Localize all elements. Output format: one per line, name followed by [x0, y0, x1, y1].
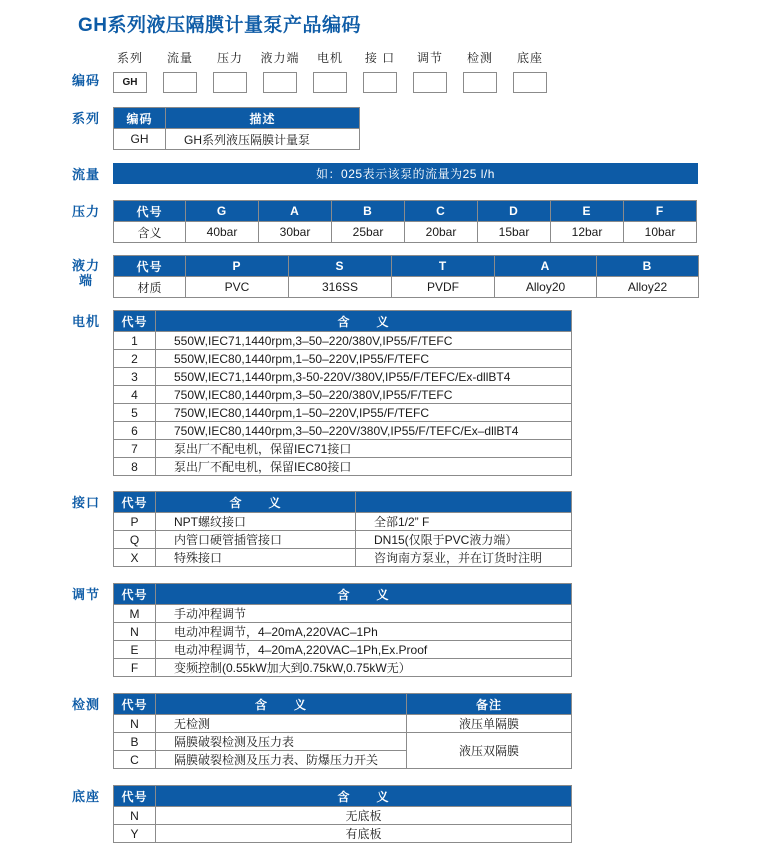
table-header-row: [114, 584, 572, 605]
cell: 1: [114, 332, 156, 350]
table-row: [114, 277, 699, 298]
section-side-label: 电机: [71, 314, 100, 329]
cell: C: [114, 751, 156, 769]
section-side-label: 压力: [71, 204, 100, 219]
cell: 变频控制(0.55kW加大到0.75kW,0.75kW无）: [156, 659, 572, 677]
code-field-label: 系列: [116, 51, 143, 65]
side-col: [0, 163, 113, 184]
cell: 有底板: [156, 825, 572, 843]
code-field-label: 调节: [416, 51, 443, 65]
cell: 隔膜破裂检测及压力表、防爆压力开关: [156, 751, 407, 769]
page: [0, 10, 780, 843]
cell: 550W,IEC71,1440rpm,3–50–220/380V,IP55/F/TEFC: [156, 332, 572, 350]
motor-table: [113, 310, 572, 476]
header-cell: 代号: [114, 201, 186, 222]
header-cell: 代号: [114, 584, 156, 605]
code-field-0: [113, 49, 147, 93]
cell: 材质: [114, 277, 186, 298]
header-cell: 代号: [114, 311, 156, 332]
table-row: [114, 623, 572, 641]
table-row: [114, 733, 572, 751]
header-cell: 含 义: [156, 786, 572, 807]
cell: 316SS: [289, 277, 392, 298]
table-row: [114, 350, 572, 368]
code-field-label: 接 口: [364, 51, 396, 65]
code-field-label: 液力端: [260, 51, 300, 65]
section-pressure: [0, 200, 780, 243]
detection-table: [113, 693, 572, 769]
cell: NPT螺纹接口: [156, 513, 356, 531]
cell: 6: [114, 422, 156, 440]
cell: Alloy20: [495, 277, 597, 298]
code-field-label: 电机: [316, 51, 343, 65]
table-row: [114, 222, 697, 243]
table-header-row: [114, 786, 572, 807]
table-row: [114, 605, 572, 623]
table-header-row: [114, 492, 572, 513]
cell: 手动冲程调节: [156, 605, 572, 623]
code-field-label: 流量: [166, 51, 193, 65]
cell: 咨询南方泵业，并在订货时注明: [356, 549, 572, 567]
section-side-label: 接口: [71, 495, 100, 510]
code-field-6: [413, 49, 447, 93]
header-cell: C: [405, 201, 478, 222]
cell: 750W,IEC80,1440rpm,3–50–220/380V,IP55/F/TEFC: [156, 386, 572, 404]
table-row: [114, 513, 572, 531]
cell: N: [114, 807, 156, 825]
cell: 8: [114, 458, 156, 476]
header-cell: 编码: [114, 108, 166, 129]
cell: N: [114, 623, 156, 641]
cell: 隔膜破裂检测及压力表: [156, 733, 407, 751]
table-row: [114, 129, 360, 150]
table-row: [114, 458, 572, 476]
header-cell: 备注: [407, 694, 572, 715]
code-box: GH: [113, 72, 147, 93]
table-row: [114, 386, 572, 404]
section-liquid_end: [0, 255, 780, 298]
cell: 40bar: [186, 222, 259, 243]
section-side-label: 底座: [71, 789, 100, 804]
side-col: [0, 310, 113, 331]
header-cell: [356, 492, 572, 513]
side-col: [0, 255, 113, 290]
table-row: [114, 332, 572, 350]
cell: 25bar: [332, 222, 405, 243]
section-adjustment: [0, 583, 780, 677]
cell: 特殊接口: [156, 549, 356, 567]
sections-container: [0, 107, 780, 843]
cell: 750W,IEC80,1440rpm,1–50–220V,IP55/F/TEFC: [156, 404, 572, 422]
cell: M: [114, 605, 156, 623]
header-cell: 代号: [114, 786, 156, 807]
cell: GH: [114, 129, 166, 150]
cell: PVC: [186, 277, 289, 298]
header-cell: T: [392, 256, 495, 277]
side-col: [0, 491, 113, 512]
cell: 无底板: [156, 807, 572, 825]
header-cell: 代号: [114, 694, 156, 715]
series-table: [113, 107, 360, 150]
section-side-label: 流量: [71, 167, 100, 182]
cell: 液压双隔膜: [407, 733, 572, 769]
table-row: [114, 659, 572, 677]
cell: 15bar: [478, 222, 551, 243]
side-col: [0, 785, 113, 806]
cell: 4: [114, 386, 156, 404]
table-row: [114, 440, 572, 458]
base-table: [113, 785, 572, 843]
header-cell: 描述: [166, 108, 360, 129]
table-row: [114, 641, 572, 659]
code-box: [463, 72, 497, 93]
liquid_end-table: [113, 255, 699, 298]
pressure-table: [113, 200, 697, 243]
cell: F: [114, 659, 156, 677]
cell: GH系列液压隔膜计量泵: [166, 129, 360, 150]
cell: 750W,IEC80,1440rpm,3–50–220V/380V,IP55/F/TEFC/Ex–dllBT4: [156, 422, 572, 440]
code-field-4: [313, 49, 347, 93]
table-row: [114, 368, 572, 386]
cell: 全部1/2” F: [356, 513, 572, 531]
table-header-row: [114, 256, 699, 277]
table-row: [114, 531, 572, 549]
cell: Q: [114, 531, 156, 549]
header-cell: B: [597, 256, 699, 277]
cell: 550W,IEC80,1440rpm,1–50–220V,IP55/F/TEFC: [156, 350, 572, 368]
table-row: [114, 549, 572, 567]
cell: 7: [114, 440, 156, 458]
section-series: [0, 107, 780, 150]
cell: 无检测: [156, 715, 407, 733]
code-field-2: [213, 49, 247, 93]
table-row: [114, 715, 572, 733]
flow-banner: 如：025表示该泵的流量为25 l/h: [113, 163, 698, 184]
header-cell: E: [551, 201, 624, 222]
section-motor: [0, 310, 780, 476]
cell: N: [114, 715, 156, 733]
cell: 5: [114, 404, 156, 422]
table-row: [114, 807, 572, 825]
side-col: [0, 693, 113, 714]
header-cell: 含 义: [156, 492, 356, 513]
code-box: [513, 72, 547, 93]
code-field-1: [163, 49, 197, 93]
cell: E: [114, 641, 156, 659]
cell: DN15(仅限于PVC液力端）: [356, 531, 572, 549]
code-box: [313, 72, 347, 93]
cell: 20bar: [405, 222, 478, 243]
cell: Alloy22: [597, 277, 699, 298]
header-cell: B: [332, 201, 405, 222]
side-col: [0, 200, 113, 221]
cell: 30bar: [259, 222, 332, 243]
header-cell: 含 义: [156, 694, 407, 715]
cell: 2: [114, 350, 156, 368]
section-side-label: 调节: [71, 587, 100, 602]
cell: 550W,IEC71,1440rpm,3-50-220V/380V,IP55/F/TEFC/Ex-dllBT4: [156, 368, 572, 386]
code-field-label: 底座: [516, 51, 543, 65]
cell: 液压单隔膜: [407, 715, 572, 733]
cell: 泵出厂不配电机，保留IEC80接口: [156, 458, 572, 476]
section-base: [0, 785, 780, 843]
code-box: [213, 72, 247, 93]
code-field-5: [363, 49, 397, 93]
table-header-row: [114, 108, 360, 129]
cell: P: [114, 513, 156, 531]
code-box: [163, 72, 197, 93]
header-cell: 代号: [114, 492, 156, 513]
side-col: [0, 583, 113, 604]
cell: X: [114, 549, 156, 567]
cell: 3: [114, 368, 156, 386]
coding-row: [0, 49, 780, 93]
code-field-label: 检测: [466, 51, 493, 65]
side-col: [0, 107, 113, 128]
code-fields: [113, 49, 563, 93]
header-cell: A: [495, 256, 597, 277]
section-side-label: 检测: [71, 697, 100, 712]
header-cell: F: [624, 201, 697, 222]
section-side-label: 液力端: [71, 258, 100, 288]
code-field-label: 压力: [216, 51, 243, 65]
code-box: [263, 72, 297, 93]
cell: 含义: [114, 222, 186, 243]
table-header-row: [114, 311, 572, 332]
code-field-7: [463, 49, 497, 93]
header-cell: D: [478, 201, 551, 222]
section-detection: [0, 693, 780, 769]
cell: 12bar: [551, 222, 624, 243]
page-title: GH系列液压隔膜计量泵产品编码: [78, 15, 362, 36]
code-field-3: [260, 49, 300, 93]
interface-table: [113, 491, 572, 567]
cell: 电动冲程调节，4–20mA,220VAC–1Ph: [156, 623, 572, 641]
cell: 内管口硬管插管接口: [156, 531, 356, 549]
header-cell: A: [259, 201, 332, 222]
table-row: [114, 825, 572, 843]
table-row: [114, 404, 572, 422]
cell: 10bar: [624, 222, 697, 243]
table-header-row: [114, 201, 697, 222]
header-cell: 代号: [114, 256, 186, 277]
coding-side-label: 编码: [71, 73, 100, 88]
table-header-row: [114, 694, 572, 715]
header-cell: S: [289, 256, 392, 277]
table-row: [114, 422, 572, 440]
header-cell: 含 义: [156, 584, 572, 605]
cell: B: [114, 733, 156, 751]
header-cell: 含 义: [156, 311, 572, 332]
header-cell: P: [186, 256, 289, 277]
section-flow: [0, 163, 780, 184]
section-side-label: 系列: [71, 111, 100, 126]
header-cell: G: [186, 201, 259, 222]
adjustment-table: [113, 583, 572, 677]
cell: 泵出厂不配电机，保留IEC71接口: [156, 440, 572, 458]
code-box: [363, 72, 397, 93]
code-box: [413, 72, 447, 93]
cell: PVDF: [392, 277, 495, 298]
section-interface: [0, 491, 780, 567]
cell: Y: [114, 825, 156, 843]
cell: 电动冲程调节，4–20mA,220VAC–1Ph,Ex.Proof: [156, 641, 572, 659]
code-field-8: [513, 49, 547, 93]
